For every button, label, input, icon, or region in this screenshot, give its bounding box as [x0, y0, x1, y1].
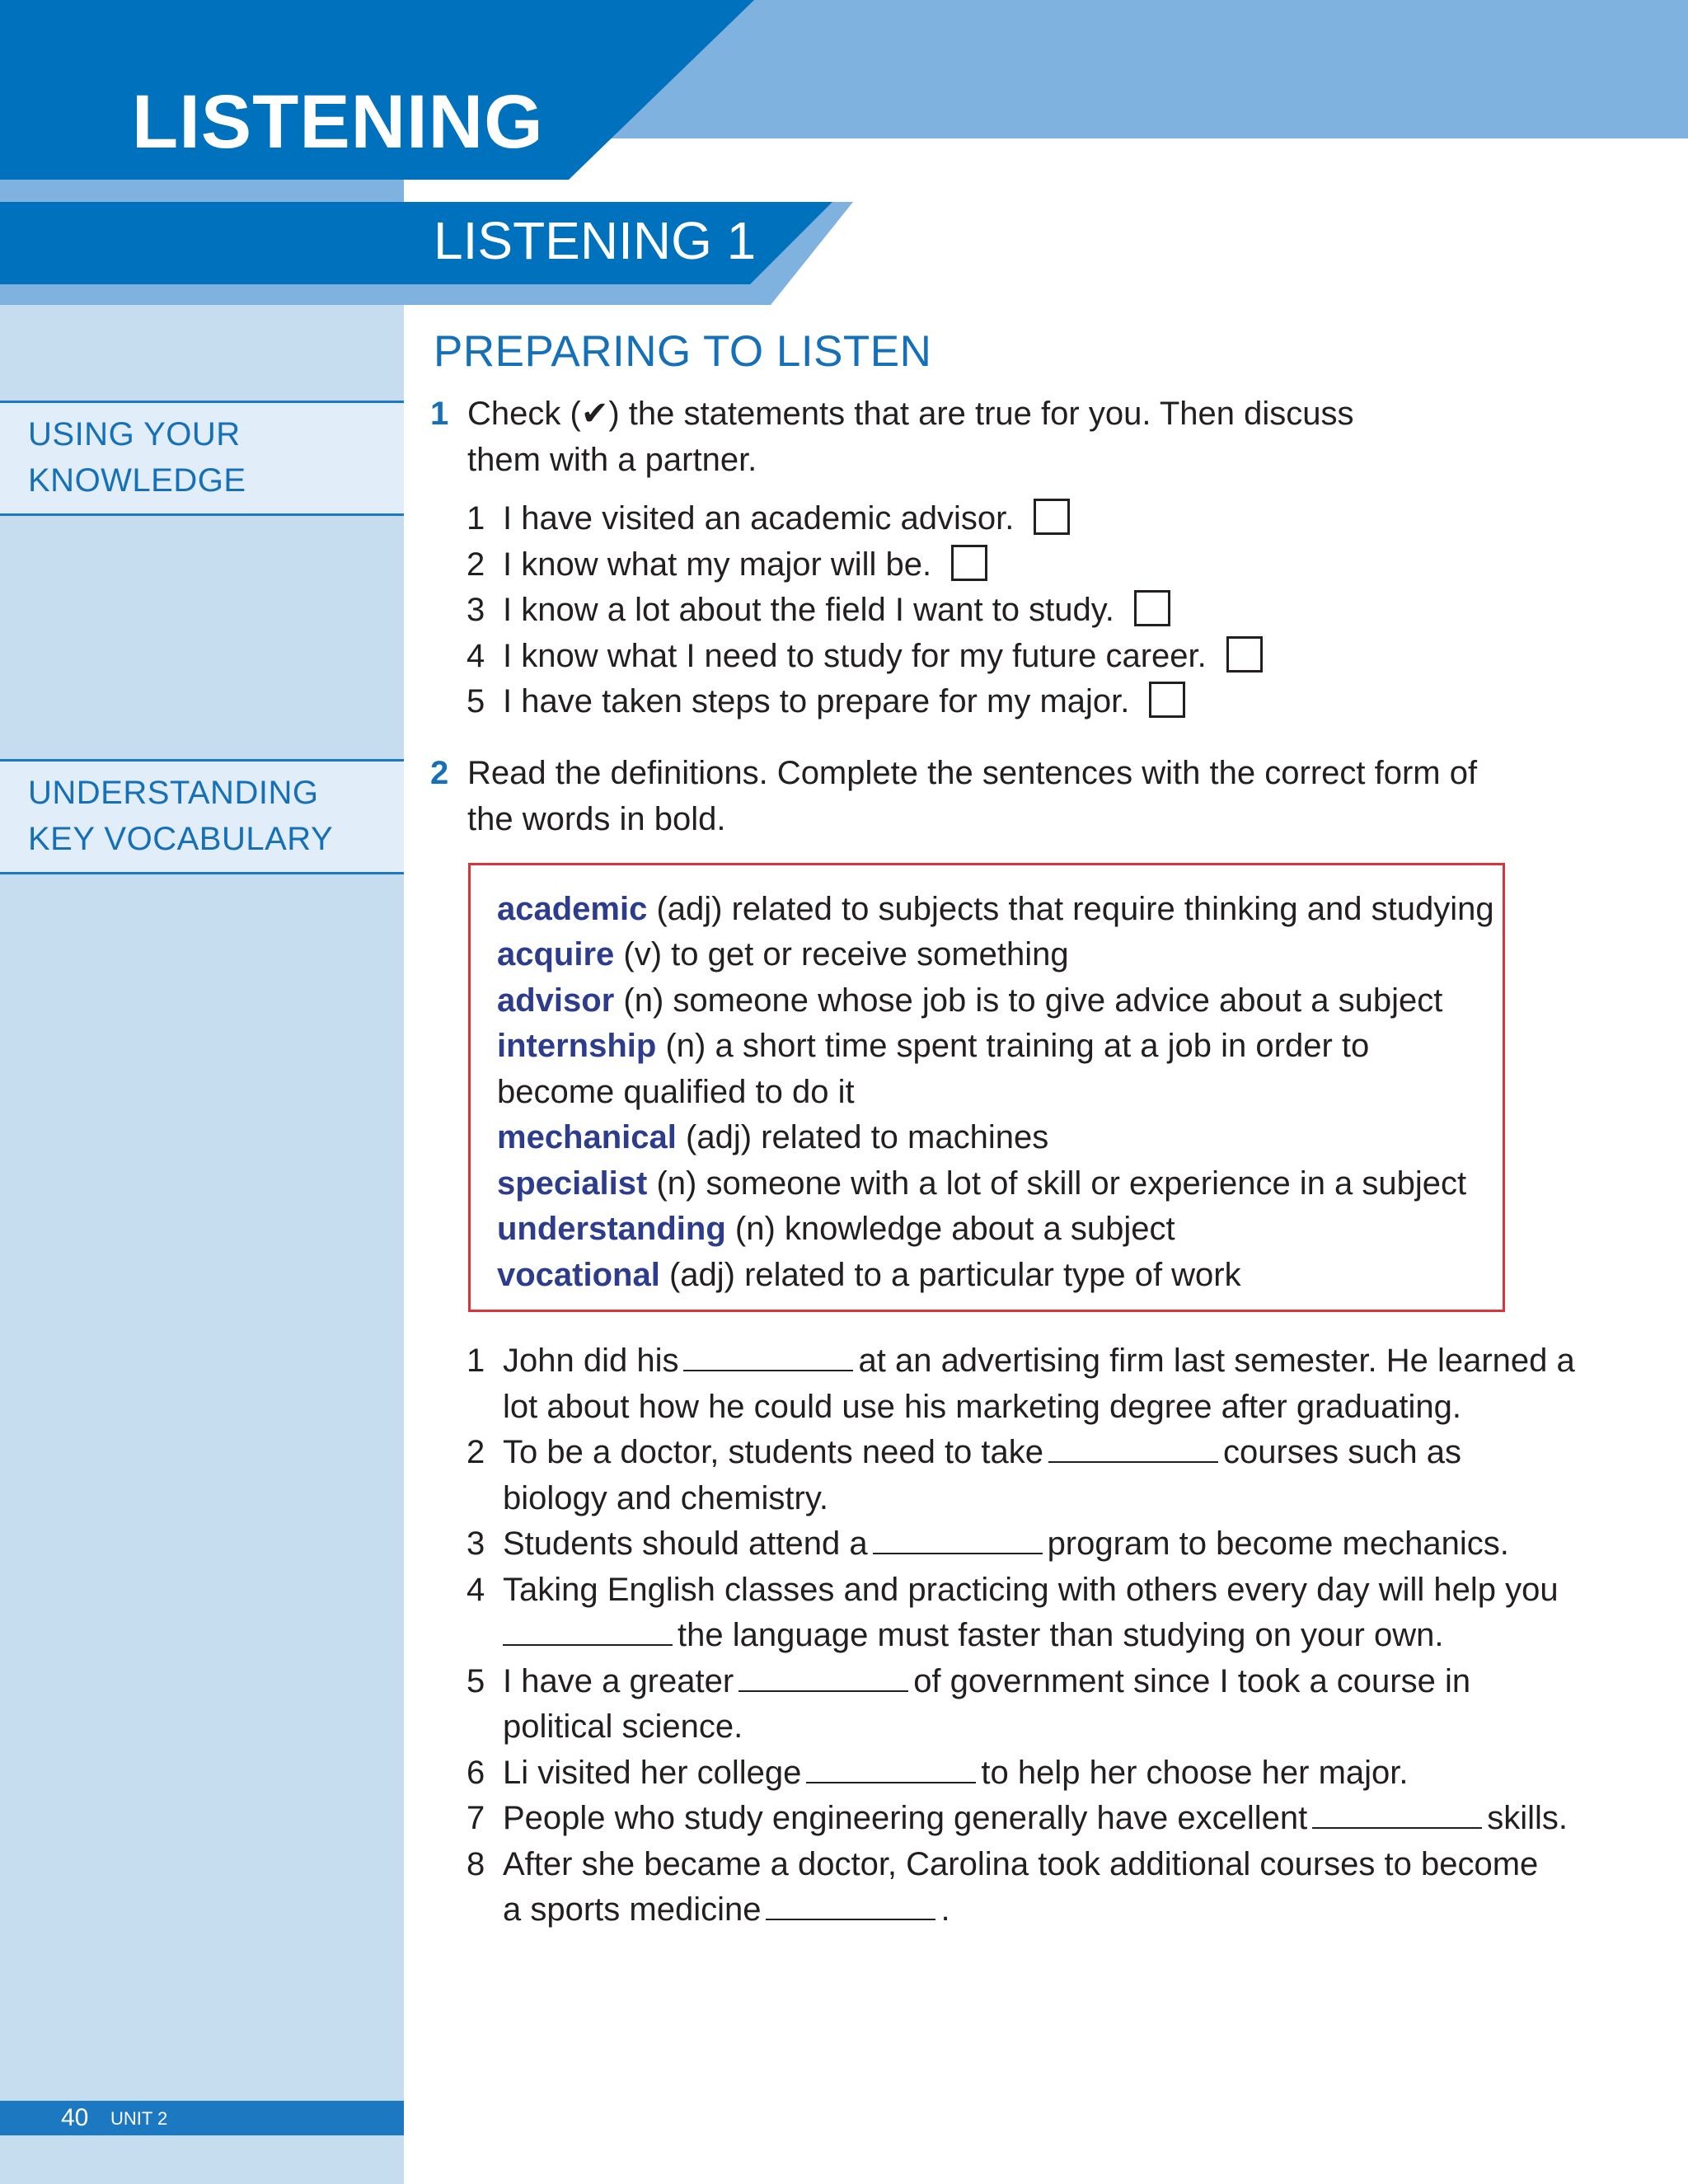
list-item [503, 678, 1185, 724]
sentence-number: 6 [467, 1755, 485, 1791]
sentence-text: of government since I took a course in [913, 1663, 1471, 1699]
statement-text: I know what I need to study for my future career. [503, 638, 1207, 674]
vocab-definition: (n) knowledge about a subject [734, 1211, 1175, 1247]
sentence-number: 5 [467, 1663, 485, 1699]
sentence-line [503, 1338, 1575, 1384]
sentence-text: To be a doctor, students need to take [503, 1434, 1044, 1470]
statement-text: I have visited an academic advisor. [503, 500, 1015, 537]
sentence-text: Taking English classes and practicing with others every day will help you [503, 1572, 1559, 1608]
list-item-number: 5 [467, 683, 485, 719]
sentence-number: 3 [467, 1526, 485, 1562]
sentence-line [503, 1886, 950, 1933]
sentence-text: at an advertising firm last semester. He learned a [858, 1343, 1575, 1379]
exercise-instruction: Check (✔) the statements that are true for you. Then discuss [467, 396, 1354, 432]
vocab-definition: (n) someone whose job is to give advice about a subject [623, 982, 1443, 1019]
list-item [503, 587, 1170, 633]
sidebar-label-line: USING YOUR [28, 416, 241, 452]
sentence-line [503, 1521, 1509, 1567]
answer-blank[interactable] [1312, 1797, 1482, 1829]
sentence-text: After she became a doctor, Carolina took additional courses to become [503, 1846, 1539, 1882]
answer-blank[interactable] [683, 1340, 853, 1371]
answer-blank[interactable] [806, 1752, 976, 1783]
list-item-number: 3 [467, 592, 485, 628]
vocab-word: advisor [497, 982, 615, 1019]
sentence-number: 4 [467, 1572, 485, 1608]
sentence-text: . [940, 1891, 950, 1928]
vocab-word: academic [497, 891, 648, 927]
vocab-entry [497, 886, 1494, 932]
vocab-definition-continued: become qualified to do it [497, 1074, 855, 1110]
sentence-text: John did his [503, 1343, 679, 1379]
exercise-instruction: the words in bold. [467, 801, 726, 837]
sentence-text: skills. [1487, 1800, 1568, 1836]
sentence-text: People who study engineering generally have excellent [503, 1800, 1308, 1836]
vocab-word: understanding [497, 1211, 726, 1247]
list-item-number: 4 [467, 638, 485, 674]
vocab-entry [497, 1206, 1175, 1252]
sentence-text: Students should attend a [503, 1526, 868, 1562]
checkbox[interactable] [1226, 636, 1263, 673]
sentence-line [503, 1612, 1443, 1658]
sidebar-label-line: UNDERSTANDING [28, 775, 319, 811]
list-item-number: 1 [467, 500, 485, 537]
vocab-definition: (adj) related to subjects that require thinking and studying [656, 891, 1494, 927]
answer-blank[interactable] [738, 1661, 908, 1692]
sentence-text: biology and chemistry. [503, 1480, 828, 1516]
statement-text: I know what my major will be. [503, 546, 932, 583]
sentence-text: courses such as [1223, 1434, 1462, 1470]
section-title: LISTENING [132, 80, 544, 164]
checkbox[interactable] [1134, 590, 1170, 626]
vocab-definition: (n) a short time spent training at a job in order to [665, 1028, 1370, 1064]
vocab-entry [497, 1252, 1241, 1298]
vocab-word: vocational [497, 1257, 660, 1293]
unit-label: UNIT 2 [110, 2108, 168, 2129]
exercise-number: 1 [430, 396, 449, 432]
vocab-word: internship [497, 1028, 657, 1064]
answer-blank[interactable] [766, 1889, 935, 1920]
vocab-definition: (v) to get or receive something [623, 936, 1069, 972]
sentence-line [503, 1658, 1470, 1704]
statement-text: I have taken steps to prepare for my major. [503, 683, 1130, 719]
sentence-line [503, 1750, 1409, 1796]
vocab-definition: (n) someone with a lot of skill or experience in a subject [656, 1165, 1467, 1202]
list-item-number: 2 [467, 546, 485, 583]
sentence-text: program to become mechanics. [1047, 1526, 1509, 1562]
vocab-definition: (adj) related to machines [686, 1119, 1049, 1155]
sentence-text: a sports medicine [503, 1891, 762, 1928]
preparing-heading: PREPARING TO LISTEN [434, 327, 932, 376]
checkbox[interactable] [1149, 682, 1185, 718]
answer-blank[interactable] [873, 1523, 1043, 1554]
answer-blank[interactable] [503, 1615, 673, 1646]
vocab-entry [497, 977, 1442, 1024]
list-item [503, 633, 1263, 679]
sentence-line [503, 1795, 1568, 1841]
sentence-number: 7 [467, 1800, 485, 1836]
sidebar-label-line: KNOWLEDGE [28, 462, 246, 499]
vocab-entry [497, 931, 1069, 977]
answer-blank[interactable] [1048, 1432, 1218, 1463]
subsection-title: LISTENING 1 [434, 211, 757, 270]
list-item [503, 541, 987, 588]
vocab-entry [497, 1114, 1048, 1160]
vocab-entry [497, 1160, 1466, 1207]
exercise-instruction: them with a partner. [467, 442, 757, 478]
sidebar-label-using-your-knowledge [0, 401, 404, 516]
vocabulary-box [468, 863, 1505, 1312]
vocab-definition: (adj) related to a particular type of work [668, 1257, 1241, 1293]
page-number: 40 [61, 2104, 89, 2131]
sentence-text: lot about how he could use his marketing degree after graduating. [503, 1389, 1461, 1425]
sentence-text: Li visited her college [503, 1755, 802, 1791]
sentence-text: to help her choose her major. [981, 1755, 1409, 1791]
sentence-number: 1 [467, 1343, 485, 1379]
sentence-text: political science. [503, 1708, 743, 1745]
sentence-number: 8 [467, 1846, 485, 1882]
checkbox[interactable] [1034, 499, 1070, 535]
vocab-word: mechanical [497, 1119, 677, 1155]
exercise-number: 2 [430, 755, 449, 791]
sentence-text: the language must faster than studying on your own. [678, 1617, 1444, 1653]
sidebar [0, 305, 404, 2184]
exercise-instruction: Read the definitions. Complete the sentences with the correct form of [467, 755, 1478, 791]
sidebar-label-line: KEY VOCABULARY [28, 821, 334, 857]
sidebar-label-key-vocabulary [0, 759, 404, 874]
checkbox[interactable] [951, 545, 987, 581]
list-item [503, 495, 1070, 541]
sentence-number: 2 [467, 1434, 485, 1470]
vocab-word: specialist [497, 1165, 648, 1202]
sentence-text: I have a greater [503, 1663, 734, 1699]
vocab-word: acquire [497, 936, 615, 972]
sentence-line [503, 1429, 1461, 1475]
statement-text: I know a lot about the field I want to study. [503, 592, 1114, 628]
vocab-entry [497, 1023, 1369, 1069]
